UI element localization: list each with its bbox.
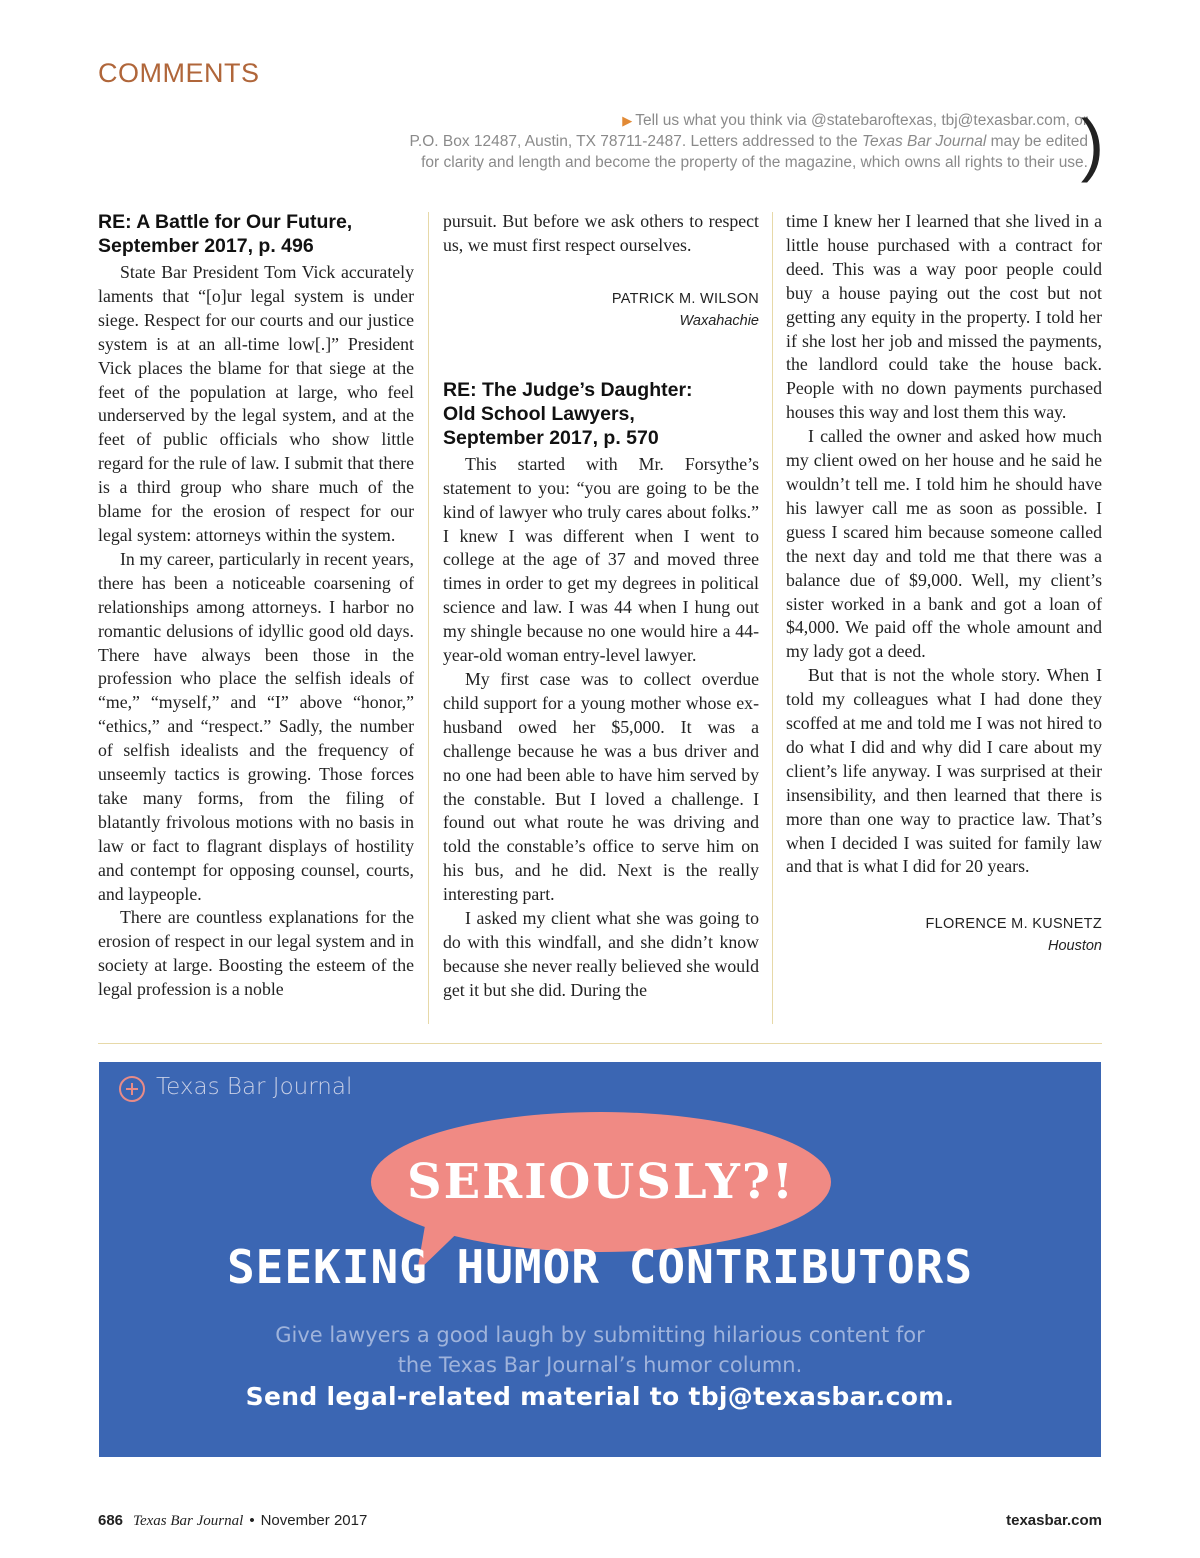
section-title: COMMENTS — [98, 58, 260, 88]
author-name: FLORENCE M. KUSNETZ — [925, 916, 1102, 933]
paragraph: State Bar President Tom Vick accurately laments that “[o]ur legal system is under siege. Respect for our courts and our justice system is at an all-time low[.]” President Vick places the blame for that siege at the feet of the population at large, who feel underserved by the legal system, and at the feet of public officials who show little regard for the rule of law. I submit that there is a third group who share much of the blame for the erosion of respect for our legal system: attorneys within the system. — [98, 262, 414, 545]
ad-logo-text: Texas Bar Journal — [156, 1074, 353, 1100]
contact-line-1: Tell us what you think via @statebaroftexas, tbj@texasbar.com, or — [635, 112, 1088, 129]
plus-circle-icon — [119, 1076, 145, 1102]
headline-line: September 2017, p. 570 — [443, 426, 659, 449]
contact-line-3: for clarity and length and become the property of the magazine, which owns all rights to their use. — [421, 154, 1088, 171]
section-divider — [98, 1043, 1102, 1044]
bubble-text: SERIOUSLY?! — [406, 1154, 796, 1210]
author-location: Houston — [1047, 938, 1102, 955]
paragraph: My first case was to collect overdue child support for a young mother whose ex-husband owed her $5,000. It was a challenge because he was a bus driver and no one had been able to have him served by the constable. But I loved a challenge. I found out what route he was driving and told the constable’s office to serve him on his bus, and he did. Next is the really interesting part. — [443, 668, 759, 905]
column-divider — [428, 212, 429, 1024]
website-link[interactable]: texasbar.com — [1006, 1512, 1102, 1529]
footer-left — [98, 1512, 367, 1530]
letter-2-headline — [443, 378, 759, 450]
letter-1-signature — [443, 288, 759, 332]
paragraph: pursuit. But before we ask others to respect us, we must first respect ourselves. — [443, 211, 759, 255]
closing-parenthesis-icon: ) — [1080, 105, 1104, 183]
paragraph: I asked my client what she was going to do with this windfall, and she didn’t know because she never really believed she would get it but she did. During the — [443, 908, 759, 1000]
contact-info — [328, 110, 1088, 173]
ad-subtext-line: Give lawyers a good laugh by submitting hilarious content for — [275, 1323, 925, 1347]
letter-1-headline — [98, 210, 414, 258]
ad-headline: SEEKING HUMOR CONTRIBUTORS — [226, 1240, 974, 1294]
column-divider — [772, 212, 773, 1024]
publication-name: Texas Bar Journal — [133, 1513, 244, 1529]
letter-2-signature — [786, 913, 1102, 957]
humor-contributors-ad — [99, 1062, 1101, 1457]
paragraph: In my career, particularly in recent years, there has been a noticeable coarsening of relationships among attorneys. I harbor no romantic delusions of idyllic good old days. There have always been those in the profession who place the selfish ideals of “me,” “myself,” and “I” above “honor,” “ethics,” and “respect.” Sadly, the number of selfish idealists and the frequency of unseemly tactics is growing. Those forces take many forms, from the filing of blatantly frivolous motions with no basis in law or fact to flagrant displays of hostility and contempt for opposing counsel, courts, and laypeople. — [98, 548, 414, 904]
headline-line: RE: The Judge’s Daughter: — [443, 378, 693, 401]
page-number: 686 — [98, 1512, 124, 1529]
paragraph: This started with Mr. Forsythe’s statement to you: “you are going to be the kind of lawyer who truly cares about folks.” I knew I was different when I went to college at the age of 37 and moved three times in order to get my degrees in political science and law. I was 44 when I hung out my shingle because no one would hire a 44-year-old woman entry-level lawyer. — [443, 453, 759, 666]
contact-line-2-italic: Texas Bar Journal — [861, 133, 987, 150]
separator: • — [249, 1512, 255, 1529]
headline-line: Old School Lawyers, — [443, 402, 635, 425]
headline-line: RE: A Battle for Our Future, — [98, 211, 353, 233]
headline-line: September 2017, p. 496 — [98, 235, 314, 257]
column-2 — [443, 210, 759, 1003]
author-name: PATRICK M. WILSON — [611, 290, 759, 307]
paragraph: But that is not the whole story. When I told my colleagues what I had done they scoffed at me and told me I was not hired to do what I did and why did I care about my client’s life anyway. I was surprised at their insensibility, and then learned that there is more than one way to practice law. That’s when I decided I was suited for family law and that is what I did for 20 years. — [786, 665, 1102, 877]
column-1 — [98, 210, 414, 1002]
arrow-icon: ▶ — [622, 113, 633, 128]
contact-line-2a: P.O. Box 12487, Austin, TX 78711-2487. Letters addressed to the — [409, 133, 862, 150]
contact-line-2b: may be edited — [986, 133, 1088, 150]
issue-date: November 2017 — [260, 1512, 368, 1529]
paragraph: There are countless explanations for the erosion of respect in our legal system and in society at large. Boosting the esteem of the legal profession is a noble — [98, 907, 414, 1000]
paragraph: I called the owner and asked how much my client owed on her house and he said he wouldn’t tell me. I told him he should have his lawyer call me as soon as possible. I guess I scared him because someone called the next day and told me that there was a balance due of $9,000. Well, my client’s sister worked in a bank and got a loan of $4,000. We paid off the whole amount and my lady got a deed. — [786, 426, 1102, 662]
paragraph: time I knew her I learned that she lived in a little house purchased with a contract for deed. This was a way poor people could buy a house paying out the cost but not getting any equity in the property. I told her if she lost her job and missed the payments, the landlord could take the house back. People with no down payments purchased houses this way and lost them this way. — [786, 211, 1102, 423]
ad-subtext — [99, 1320, 1101, 1380]
author-location: Waxahachie — [679, 312, 759, 329]
ad-subtext-line: the Texas Bar Journal’s humor column. — [397, 1353, 803, 1377]
ad-call-to-action: Send legal-related material to tbj@texasbar.com. — [245, 1382, 955, 1411]
column-3 — [786, 210, 1102, 957]
